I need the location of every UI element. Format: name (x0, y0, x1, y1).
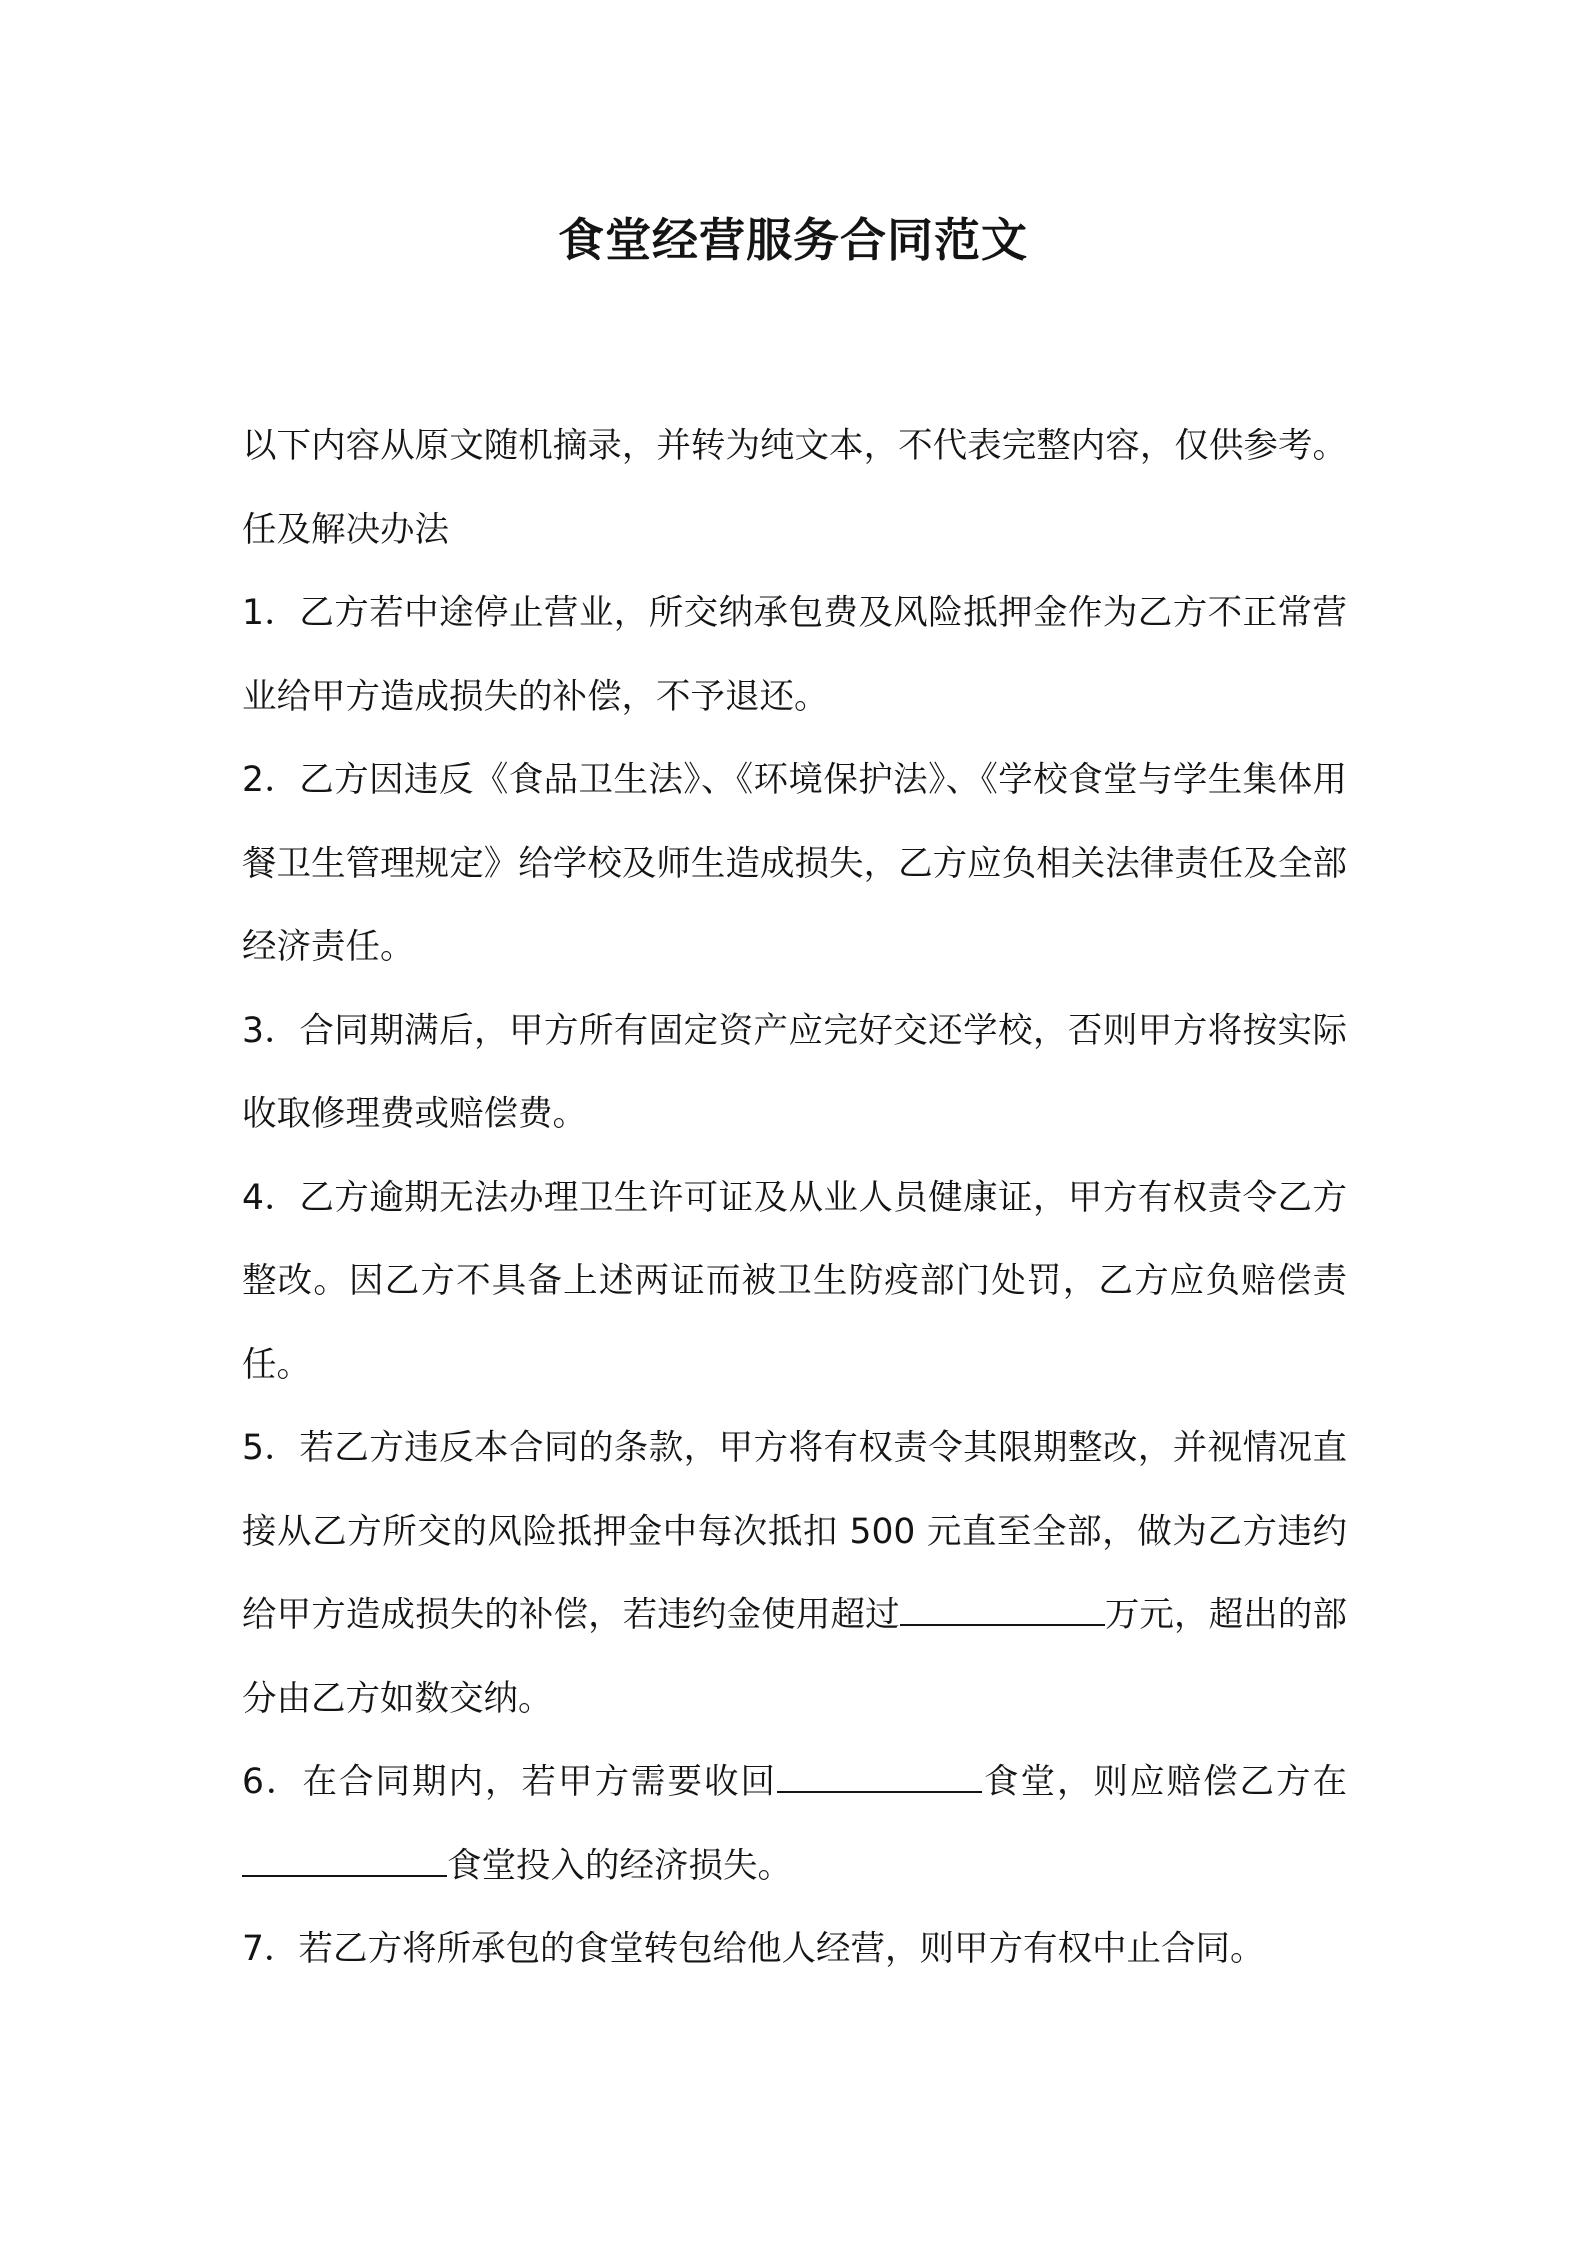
fill-blank-amount (900, 1588, 1105, 1626)
clause-6-text-3: 食堂投入的经济损失。 (447, 1845, 792, 1886)
document-title: 食堂经营服务合同范文 (558, 213, 1028, 267)
clause-6 (242, 1741, 1347, 1908)
clause-2: 2．乙方因违反《食品卫生法》、《环境保护法》、《学校食堂与学生集体用餐卫生管理规定》给学校及师生造成损失，乙方应负相关法律责任及全部经济责任。 (242, 760, 1347, 967)
clause-7: 7．若乙方将所承包的食堂转包给他人经营，则甲方有权中止合同。 (242, 1929, 1265, 1969)
fill-blank-canteen-2 (242, 1838, 447, 1876)
clause-1: 1．乙方若中途停止营业，所交纳承包费及风险抵押金作为乙方不正常营业给甲方造成损失的补偿，不予退还。 (242, 593, 1347, 717)
clause-6-text-1: 6．在合同期内，若甲方需要收回 (242, 1762, 777, 1802)
document-body (242, 405, 1347, 1992)
clause-3: 3．合同期满后，甲方所有固定资产应完好交还学校，否则甲方将按实际收取修理费或赔偿费。 (242, 1010, 1347, 1134)
intro-paragraph: 以下内容从原文随机摘录，并转为纯文本，不代表完整内容，仅供参考。任及解决办法 (242, 426, 1347, 550)
clause-6-text-2: 食堂，则应赔偿乙方在 (981, 1762, 1348, 1802)
clause-5-text-after: 万元，超出的部分由乙方如数交纳。 (242, 1595, 1348, 1719)
clause-4: 4．乙方逾期无法办理卫生许可证及从业人员健康证，甲方有权责令乙方整改。因乙方不具备上述两证而被卫生防疫部门处罚，乙方应负赔偿责任。 (242, 1177, 1347, 1385)
clause-5-text-before: 5．若乙方违反本合同的条款，甲方将有权责令其限期整改，并视情况直接从乙方所交的风险抵押金中每次抵扣 500 元直至全部，做为乙方违约给甲方造成损失的补偿，若违约金使用超过 (242, 1428, 1347, 1635)
clause-5 (242, 1407, 1347, 1741)
fill-blank-canteen-1 (777, 1755, 982, 1793)
